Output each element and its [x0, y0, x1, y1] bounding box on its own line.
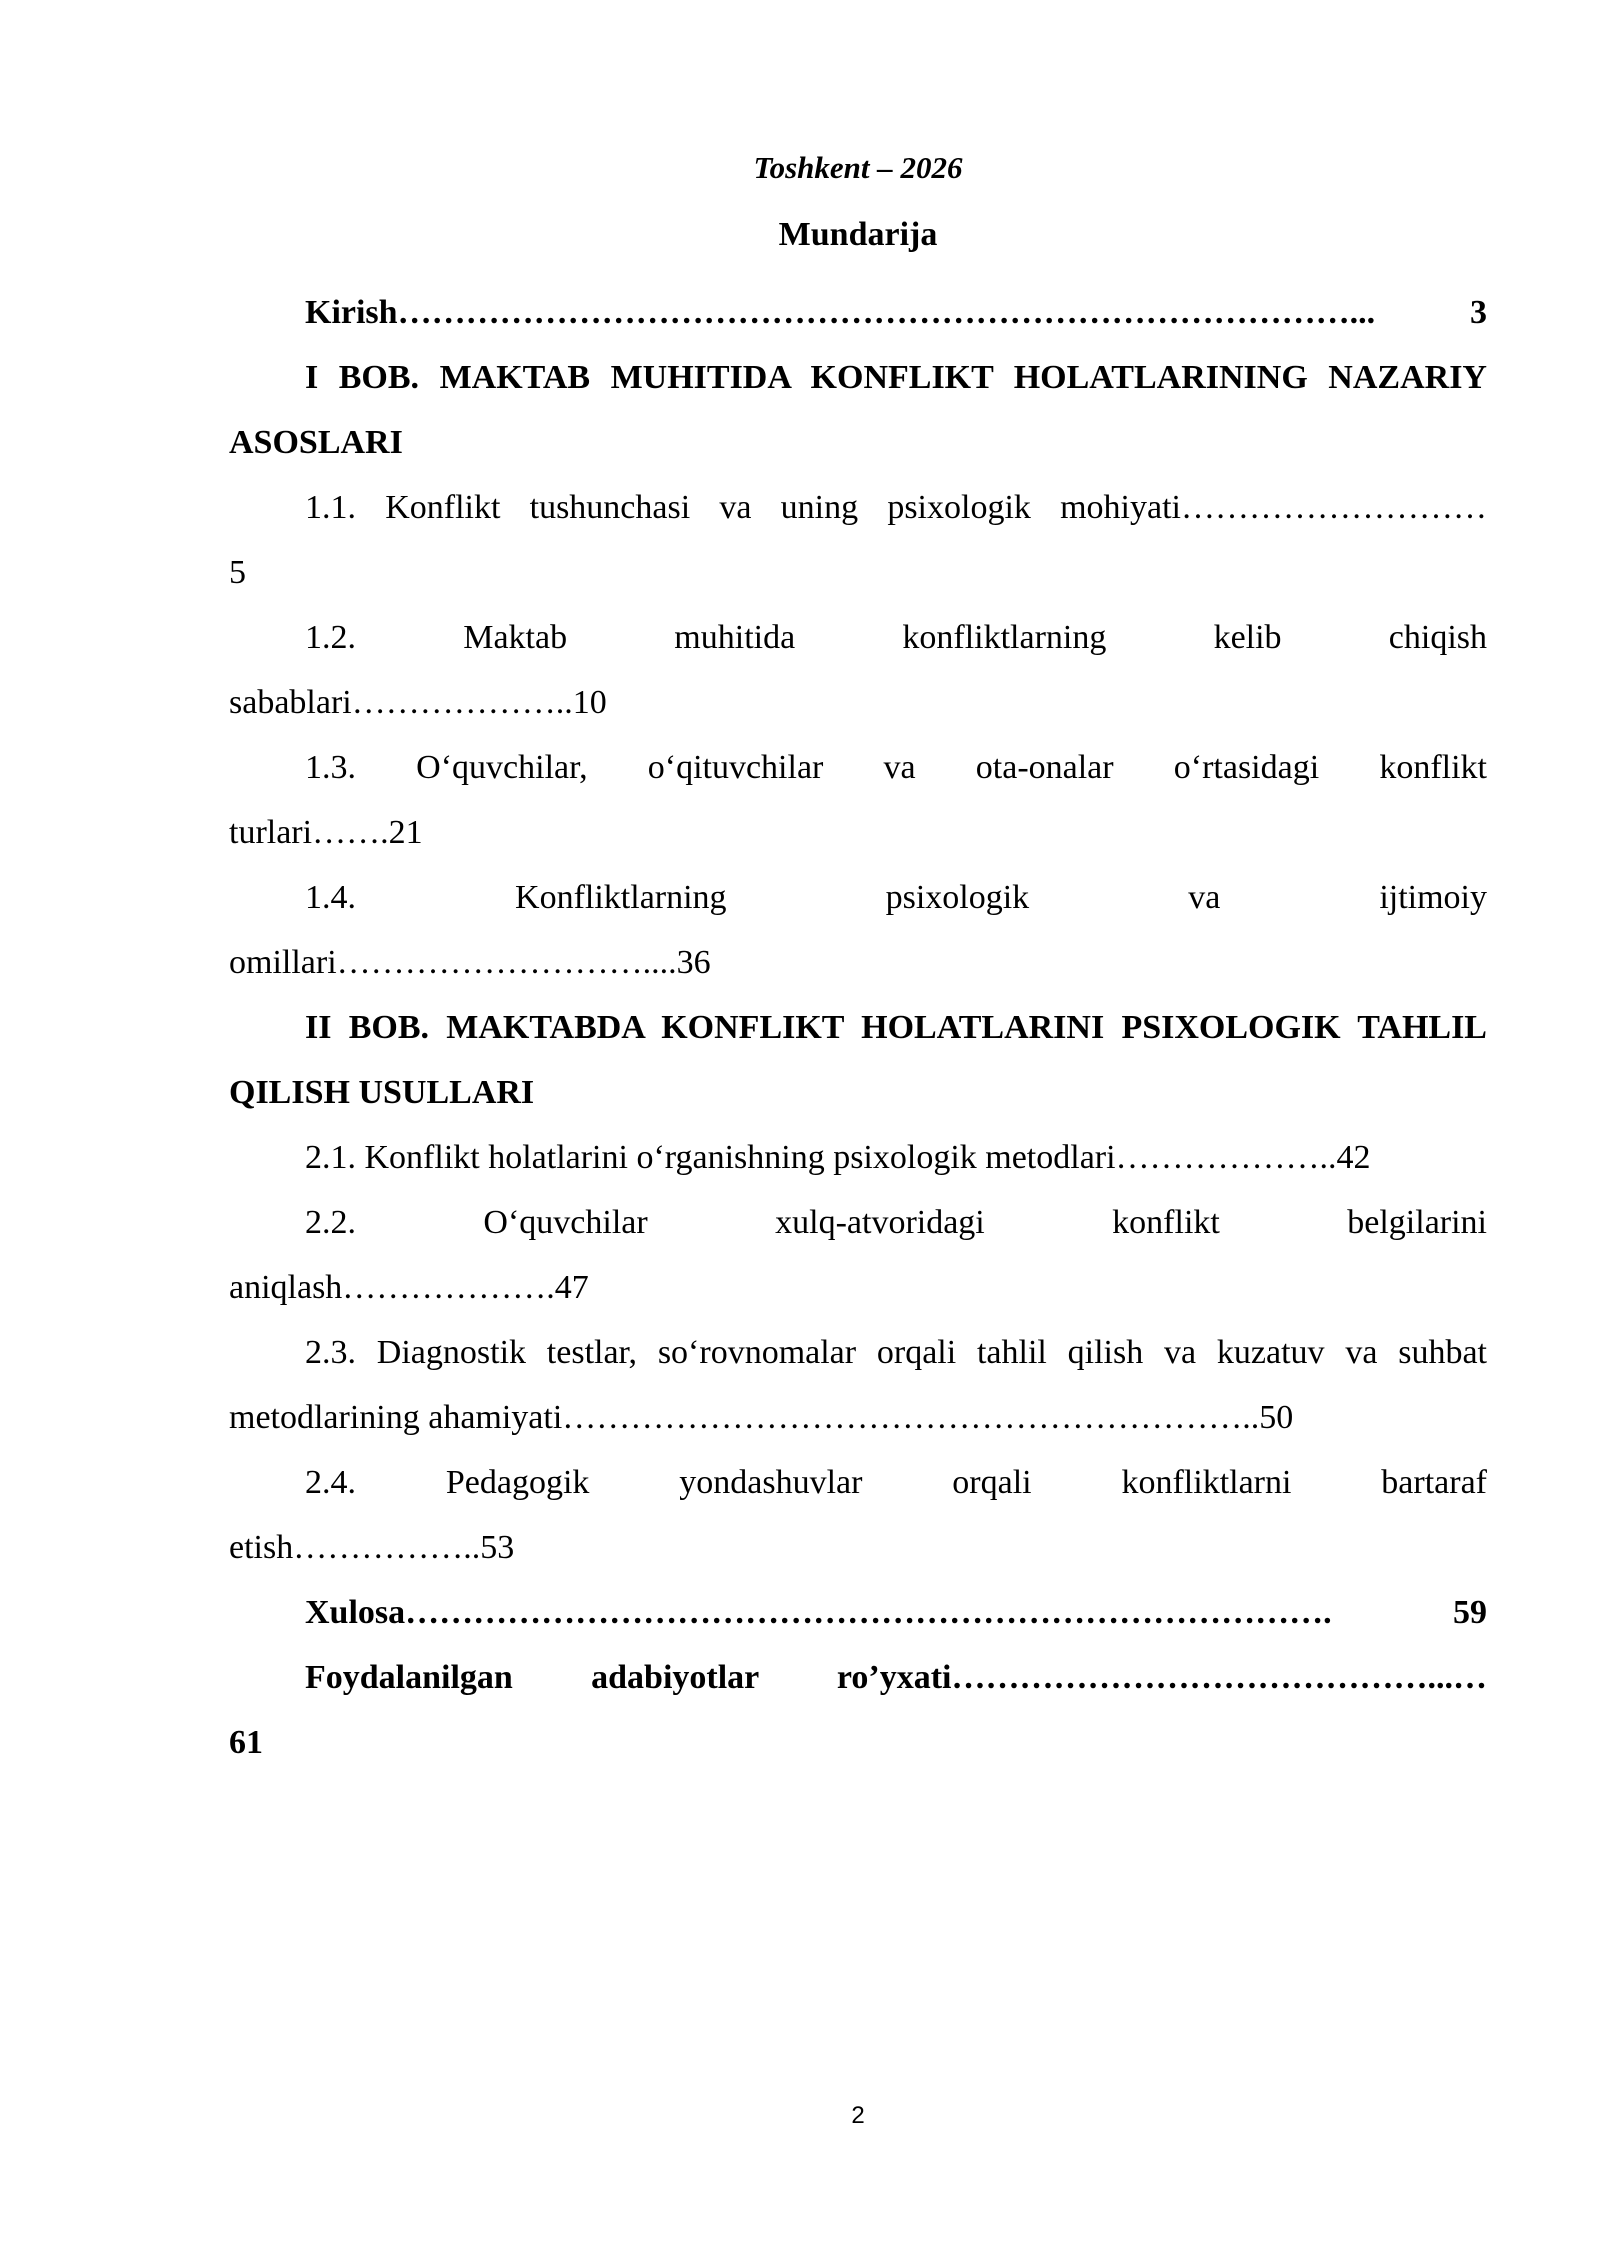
toc-section-continuation: aniqlash……………….47: [229, 1269, 589, 1306]
toc-leader-dots: …………………………………………………………………………...: [397, 294, 1376, 331]
toc-title-text: Mundarija: [778, 216, 938, 253]
toc-section-line: 1.3. O‘quvchilar, o‘qituvchilar va ota-onalar o‘rtasidagi konflikt: [305, 749, 1487, 786]
toc-section-continuation: 5: [229, 554, 246, 591]
toc-section-2-4[interactable]: [229, 1450, 1487, 1580]
city-year: Toshkent – 2026: [753, 150, 963, 185]
toc-leader-dots: ……………………………………………………………………….: [405, 1594, 1332, 1631]
toc-section-continuation: turlari…….21: [229, 814, 423, 851]
toc-entry-references[interactable]: [229, 1645, 1487, 1775]
toc-title: [0, 216, 1600, 254]
toc-entry-label: Xulosa: [305, 1594, 406, 1631]
toc-section-continuation: omillari………………………....36: [229, 944, 711, 981]
toc-section-2-2[interactable]: [229, 1190, 1487, 1320]
toc-section-continuation: etish……………..53: [229, 1529, 515, 1566]
toc-section-continuation: sabablari………………..10: [229, 684, 607, 721]
toc-section-line: Foydalanilgan adabiyotlar ro’yxati……………………………………...…: [305, 1659, 1487, 1696]
toc-section-line: 1.2. Maktab muhitida konfliktlarning kelib chiqish: [305, 619, 1487, 656]
toc-section-line: 1.1. Konflikt tushunchasi va uning psixologik mohiyati………………………: [305, 489, 1487, 526]
toc-section-1-3[interactable]: [229, 735, 1487, 865]
toc-page-number: 59: [1453, 1594, 1487, 1631]
page-number: 2: [851, 2102, 865, 2129]
toc-chapter-2[interactable]: II BOB. MAKTABDA KONFLIKT HOLATLARINI PSIXOLOGIK TAHLIL QILISH USULLARI: [229, 1009, 1487, 1111]
toc-section-continuation: 61: [229, 1724, 263, 1761]
toc-section-line: 1.4. Konfliktlarning psixologik va ijtimoiy: [305, 879, 1487, 916]
toc-section-1-2[interactable]: [229, 605, 1487, 735]
toc-section-line: 2.2. O‘quvchilar xulq-atvoridagi konflikt belgilarini: [305, 1204, 1487, 1241]
toc-chapter-1[interactable]: I BOB. MAKTAB MUHITIDA KONFLIKT HOLATLARINING NAZARIY ASOSLARI: [229, 359, 1487, 461]
toc-entry-conclusion[interactable]: [305, 1580, 1487, 1645]
toc-entry-label: Kirish: [305, 294, 398, 331]
toc-section-2-1[interactable]: [229, 1125, 1487, 1190]
toc-section-1-4[interactable]: [229, 865, 1487, 995]
toc-section-continuation: metodlarining ahamiyati……………………………………………………..50: [229, 1399, 1294, 1436]
table-of-contents: [229, 280, 1487, 1775]
toc-section-line: 2.3. Diagnostik testlar, so‘rovnomalar orqali tahlil qilish va kuzatuv va suhbat: [305, 1334, 1487, 1371]
toc-entry-intro[interactable]: [305, 280, 1487, 345]
toc-section-line: 2.1. Konflikt holatlarini o‘rganishning psixologik metodlari………………..42: [305, 1139, 1371, 1176]
toc-section-2-3[interactable]: [229, 1320, 1487, 1450]
toc-section-1-1[interactable]: [229, 475, 1487, 605]
toc-page-number: 3: [1470, 294, 1487, 331]
toc-section-line: 2.4. Pedagogik yondashuvlar orqali konfliktlarni bartaraf: [305, 1464, 1487, 1501]
